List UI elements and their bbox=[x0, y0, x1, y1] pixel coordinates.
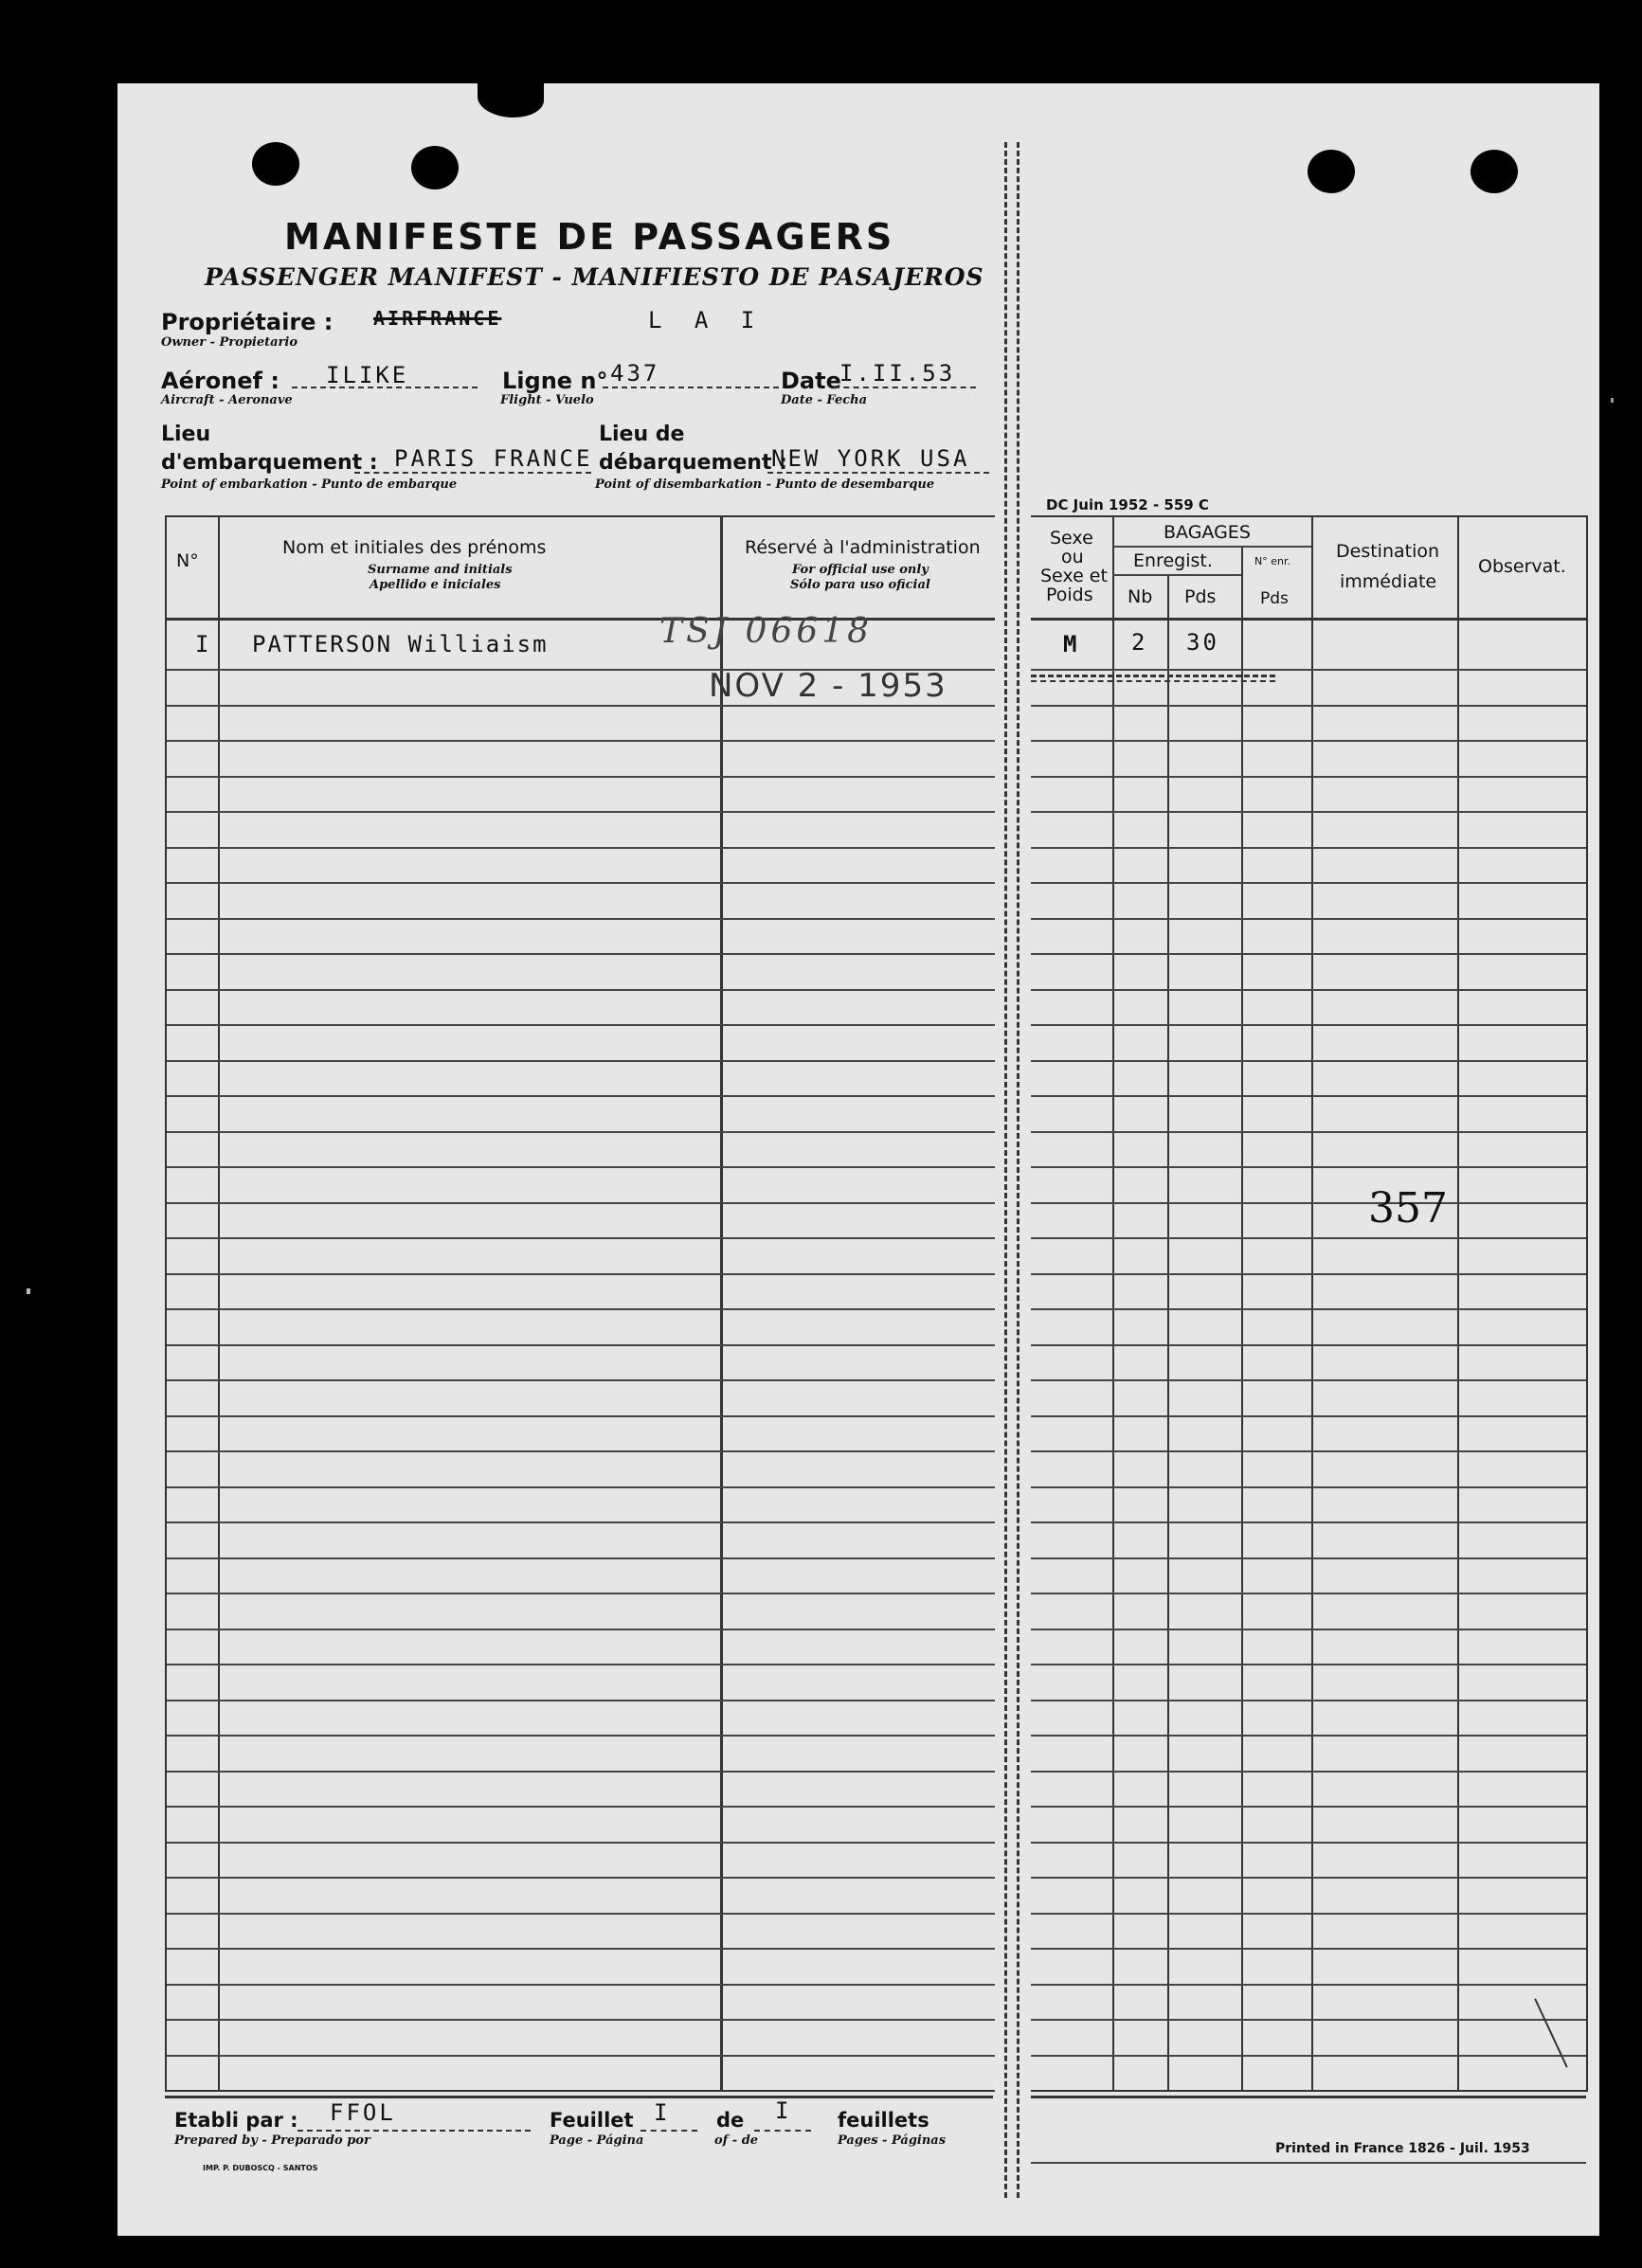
sheets-sublabel: Pages - Páginas bbox=[838, 2133, 947, 2148]
punch-hole bbox=[1308, 150, 1355, 193]
col-header-observations: Observat. bbox=[1478, 556, 1566, 577]
header-rule bbox=[1031, 618, 1586, 621]
row-rule bbox=[1031, 1735, 1586, 1737]
row-rule bbox=[1031, 1024, 1586, 1026]
prepared-underline bbox=[298, 2130, 531, 2132]
col-header-no: N° bbox=[176, 550, 199, 571]
row-rule bbox=[1031, 1948, 1586, 1950]
row-rule bbox=[1031, 1273, 1586, 1275]
row-rule bbox=[167, 918, 995, 920]
row-rule bbox=[167, 1593, 995, 1594]
row-rule bbox=[1031, 1700, 1586, 1701]
aircraft-sublabel: Aircraft - Aeronave bbox=[161, 393, 293, 407]
col-header-baggage: BAGAGES bbox=[1164, 522, 1251, 543]
row-rule bbox=[167, 1664, 995, 1665]
row-rule bbox=[167, 1735, 995, 1737]
row-rule bbox=[167, 1842, 995, 1844]
row-handwritten-number: TSJ 06618 bbox=[659, 612, 874, 651]
row-rule bbox=[1031, 953, 1586, 955]
of-underline bbox=[754, 2130, 811, 2132]
sheet-sublabel: Page - Página bbox=[550, 2133, 644, 2148]
left-table bbox=[165, 515, 995, 2092]
row-rule bbox=[167, 953, 995, 955]
row-rule bbox=[1031, 740, 1586, 742]
row-rule bbox=[167, 811, 995, 813]
row-rule bbox=[167, 1948, 995, 1950]
row-rule bbox=[167, 705, 995, 707]
row-end-mark bbox=[1031, 680, 1275, 682]
row-rule bbox=[167, 1415, 995, 1417]
embark-label-line1: Lieu bbox=[161, 423, 211, 446]
row-rule bbox=[167, 1806, 995, 1808]
row-sex: M bbox=[1063, 631, 1080, 657]
date-label: Date bbox=[781, 368, 841, 394]
row-bag-pds: 30 bbox=[1186, 629, 1219, 656]
col-header-admin-en: For official use only bbox=[792, 563, 929, 577]
row-rule bbox=[1031, 1771, 1586, 1773]
punch-hole bbox=[252, 142, 299, 186]
row-rule bbox=[167, 1379, 995, 1381]
right-table bbox=[1031, 515, 1588, 2092]
of-value: I bbox=[775, 2097, 792, 2124]
col-header-unreg-1: N° enr. bbox=[1254, 555, 1290, 567]
prepared-value: FFOL bbox=[330, 2099, 396, 2126]
col-header-pds: Pds bbox=[1184, 586, 1217, 607]
col-divider bbox=[218, 517, 220, 2090]
row-rule bbox=[167, 882, 995, 884]
row-rule bbox=[1031, 1237, 1586, 1239]
row-rule bbox=[1031, 776, 1586, 778]
margin-speck bbox=[1611, 398, 1614, 403]
flight-sublabel: Flight - Vuelo bbox=[500, 393, 594, 407]
owner-sublabel: Owner - Propietario bbox=[161, 335, 298, 350]
disembark-underline bbox=[767, 472, 989, 474]
embark-value: PARIS FRANCE bbox=[394, 445, 593, 472]
row-rule bbox=[167, 1521, 995, 1523]
row-rule bbox=[1031, 1166, 1586, 1168]
row-rule bbox=[1031, 1913, 1586, 1915]
row-rule bbox=[167, 1557, 995, 1559]
embark-underline bbox=[354, 472, 591, 474]
row-rule bbox=[167, 740, 995, 742]
row-rule bbox=[1031, 1060, 1586, 1062]
row-rule bbox=[1031, 989, 1586, 991]
row-rule bbox=[167, 1984, 995, 1986]
row-rule bbox=[167, 1877, 995, 1879]
row-rule bbox=[1031, 1131, 1586, 1133]
row-rule bbox=[1031, 1664, 1586, 1665]
prepared-sublabel: Prepared by - Preparado por bbox=[174, 2133, 370, 2148]
embark-label-line2: d'embarquement : bbox=[161, 451, 378, 475]
row-rule bbox=[1031, 1806, 1586, 1808]
row-rule bbox=[1031, 1877, 1586, 1879]
row-rule bbox=[1031, 1486, 1586, 1488]
row-rule bbox=[167, 2055, 995, 2057]
margin-speck bbox=[27, 1288, 30, 1294]
form-subtitle: PASSENGER MANIFEST - MANIFIESTO DE PASAJEROS bbox=[205, 263, 984, 291]
sheet-label: Feuillet bbox=[550, 2109, 634, 2132]
footer-rule bbox=[165, 2096, 993, 2098]
row-rule bbox=[1031, 811, 1586, 813]
flight-label: Ligne n° bbox=[502, 368, 608, 394]
punch-hole bbox=[411, 146, 459, 189]
row-rule bbox=[1031, 1629, 1586, 1630]
col-header-registered: Enregist. bbox=[1133, 550, 1213, 571]
margin-number: 357 bbox=[1368, 1184, 1448, 1233]
row-rule bbox=[167, 776, 995, 778]
row-rule bbox=[1031, 1202, 1586, 1204]
row-bag-nb: 2 bbox=[1131, 629, 1148, 656]
row-rule bbox=[167, 1060, 995, 1062]
row-rule bbox=[167, 2019, 995, 2021]
col-header-nb: Nb bbox=[1128, 586, 1153, 607]
col-header-sex-3: Sexe et bbox=[1040, 566, 1108, 586]
col-header-destination-1: Destination bbox=[1336, 541, 1440, 562]
row-rule bbox=[1031, 1308, 1586, 1310]
sheets-label: feuillets bbox=[838, 2109, 929, 2132]
header-rule bbox=[1112, 574, 1241, 576]
of-label: de bbox=[716, 2109, 745, 2132]
prepared-label: Etabli par : bbox=[174, 2109, 298, 2132]
header-rule bbox=[1112, 546, 1311, 548]
row-rule bbox=[167, 1629, 995, 1630]
of-sublabel: of - de bbox=[714, 2133, 759, 2148]
row-rule bbox=[167, 1166, 995, 1168]
row-rule bbox=[1031, 705, 1586, 707]
col-divider bbox=[1311, 517, 1313, 2090]
col-header-destination-2: immédiate bbox=[1340, 571, 1437, 592]
disembark-label-line1: Lieu de bbox=[599, 423, 685, 446]
row-rule bbox=[1031, 1984, 1586, 1986]
row-rule bbox=[1031, 669, 1586, 671]
row-date-stamp: NOV 2 - 1953 bbox=[709, 667, 947, 705]
col-header-name-es: Apellido e iniciales bbox=[370, 578, 501, 592]
row-rule bbox=[1031, 918, 1586, 920]
footer-rule bbox=[1031, 2096, 1586, 2098]
row-rule bbox=[1031, 847, 1586, 849]
row-rule bbox=[167, 1308, 995, 1310]
aircraft-value: ILIKE bbox=[326, 362, 409, 388]
col-header-admin-es: Sólo para uso oficial bbox=[790, 578, 930, 592]
footer-rule bbox=[1031, 2162, 1586, 2164]
embark-sublabel: Point of embarkation - Punto de embarque bbox=[161, 477, 458, 492]
col-divider bbox=[1457, 517, 1459, 2090]
col-divider bbox=[1112, 517, 1114, 2090]
row-rule bbox=[167, 1095, 995, 1097]
owner-value: L A I bbox=[648, 307, 765, 333]
row-rule bbox=[1031, 1593, 1586, 1594]
printed-note: Printed in France 1826 - Juil. 1953 bbox=[1275, 2141, 1530, 2156]
pen-stroke bbox=[1534, 1998, 1568, 2067]
col-header-unreg-2: Pds bbox=[1260, 589, 1289, 608]
punch-hole bbox=[1471, 150, 1518, 193]
row-end-mark bbox=[1031, 675, 1275, 677]
fold-line bbox=[1004, 142, 1019, 2198]
row-rule bbox=[167, 1486, 995, 1488]
sheet-underline bbox=[641, 2130, 697, 2132]
col-header-admin: Réservé à l'administration bbox=[745, 537, 981, 558]
row-rule bbox=[1031, 1379, 1586, 1381]
row-rule bbox=[167, 1202, 995, 1204]
disembark-value: NEW YORK USA bbox=[771, 445, 970, 472]
row-rule bbox=[1031, 1095, 1586, 1097]
col-header-sex-2: ou bbox=[1061, 547, 1084, 567]
row-rule bbox=[167, 1131, 995, 1133]
row-rule bbox=[1031, 1842, 1586, 1844]
row-rule bbox=[167, 1273, 995, 1275]
owner-struck-value: AIRFRANCE bbox=[373, 307, 502, 330]
row-rule bbox=[1031, 1415, 1586, 1417]
date-value: I.II.53 bbox=[839, 360, 956, 387]
col-divider bbox=[1167, 574, 1169, 2090]
row-rule bbox=[1031, 1344, 1586, 1346]
row-rule bbox=[167, 1771, 995, 1773]
row-rule bbox=[167, 1700, 995, 1701]
row-rule bbox=[1031, 1557, 1586, 1559]
row-name: PATTERSON Williaism bbox=[252, 631, 549, 657]
date-underline bbox=[834, 387, 976, 388]
row-rule bbox=[1031, 1450, 1586, 1452]
date-sublabel: Date - Fecha bbox=[781, 393, 867, 407]
row-rule bbox=[167, 1024, 995, 1026]
form-code: DC Juin 1952 - 559 C bbox=[1046, 496, 1209, 513]
row-rule bbox=[167, 1913, 995, 1915]
printer-mark: IMP. P. DUBOSCQ - SANTOS bbox=[203, 2164, 318, 2172]
disembark-sublabel: Point of disembarkation - Punto de desembarque bbox=[595, 477, 935, 492]
manifest-sheet bbox=[117, 83, 1599, 2236]
row-rule bbox=[167, 989, 995, 991]
row-rule bbox=[1031, 2055, 1586, 2057]
disembark-label-line2: débarquement : bbox=[599, 451, 787, 475]
row-rule bbox=[167, 1237, 995, 1239]
form-title: MANIFESTE DE PASSAGERS bbox=[284, 216, 895, 258]
flight-value: 437 bbox=[610, 360, 660, 387]
row-rule bbox=[1031, 2019, 1586, 2021]
aircraft-label: Aéronef : bbox=[161, 368, 280, 394]
row-rule bbox=[1031, 882, 1586, 884]
row-rule bbox=[167, 1450, 995, 1452]
flight-underline bbox=[603, 387, 779, 388]
col-header-sex-4: Poids bbox=[1046, 585, 1093, 605]
col-header-name-en: Surname and initials bbox=[368, 563, 513, 577]
owner-label: Propriétaire : bbox=[161, 309, 334, 335]
col-header-name: Nom et initiales des prénoms bbox=[282, 537, 547, 558]
col-divider bbox=[720, 517, 723, 2090]
col-header-sex-1: Sexe bbox=[1050, 528, 1093, 549]
row-rule bbox=[1031, 1521, 1586, 1523]
aircraft-underline bbox=[292, 387, 478, 388]
row-rule bbox=[167, 1344, 995, 1346]
row-rule bbox=[167, 847, 995, 849]
torn-edge bbox=[478, 80, 544, 117]
row-no: I bbox=[195, 631, 212, 657]
sheet-value: I bbox=[654, 2099, 671, 2126]
